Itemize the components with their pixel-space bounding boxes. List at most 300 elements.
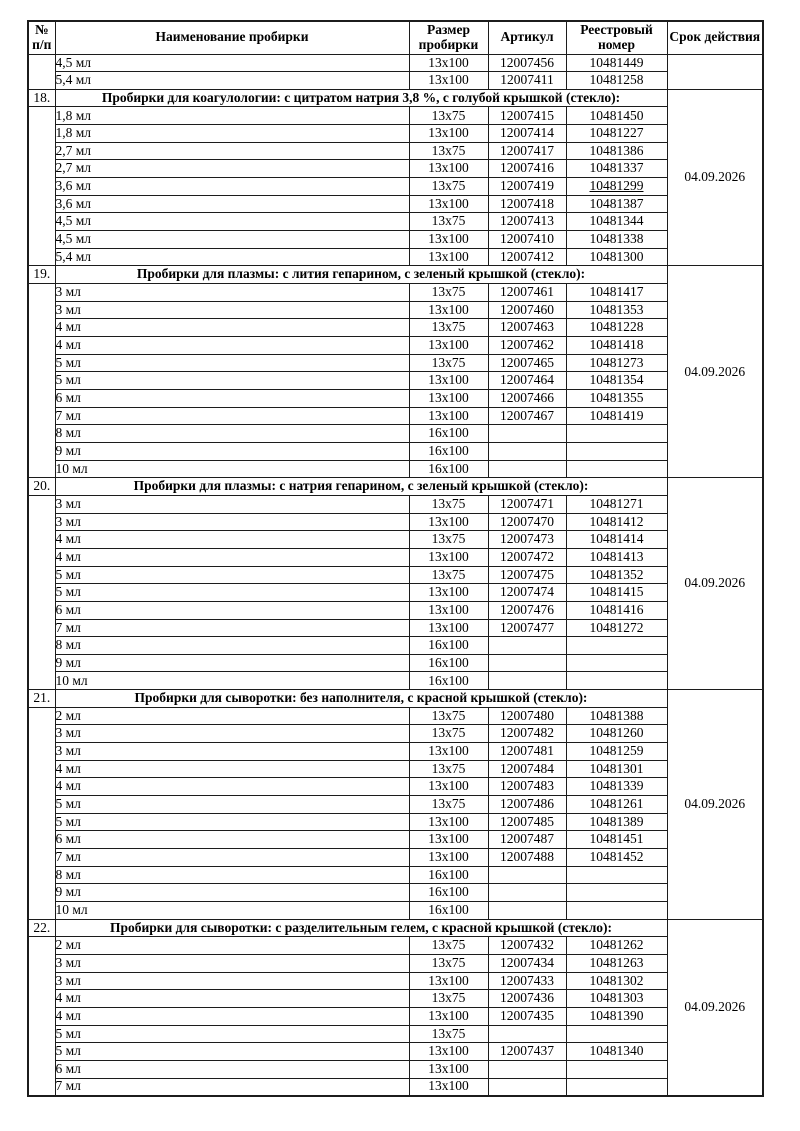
cell-size: 13x100 xyxy=(409,1043,488,1061)
cell-registry: 10481337 xyxy=(566,160,667,178)
cell-size: 13x100 xyxy=(409,548,488,566)
cell-article: 12007436 xyxy=(488,990,566,1008)
cell-article: 12007419 xyxy=(488,178,566,196)
cell-registry: 10481260 xyxy=(566,725,667,743)
cell-name: 10 мл xyxy=(55,902,409,920)
cell-article: 12007461 xyxy=(488,284,566,302)
data-row xyxy=(28,601,763,619)
data-row xyxy=(28,743,763,761)
cell-article: 12007482 xyxy=(488,725,566,743)
cell-name: 1,8 мл xyxy=(55,107,409,125)
section-row xyxy=(28,919,763,937)
cell-article: 12007488 xyxy=(488,849,566,867)
cell-name: 8 мл xyxy=(55,637,409,655)
cell-article: 12007470 xyxy=(488,513,566,531)
cell-article: 12007485 xyxy=(488,813,566,831)
cell-article xyxy=(488,1078,566,1096)
cell-registry: 10481390 xyxy=(566,1007,667,1025)
cell-article: 12007473 xyxy=(488,531,566,549)
cell-name: 3 мл xyxy=(55,495,409,513)
cell-size: 13x75 xyxy=(409,954,488,972)
cell-registry xyxy=(566,672,667,690)
cell-name: 6 мл xyxy=(55,601,409,619)
cell-size: 13x100 xyxy=(409,160,488,178)
data-row xyxy=(28,72,763,90)
data-row xyxy=(28,672,763,690)
cell-name: 4,5 мл xyxy=(55,213,409,231)
data-row xyxy=(28,548,763,566)
cell-size: 16x100 xyxy=(409,460,488,478)
cell-registry: 10481273 xyxy=(566,354,667,372)
validity-cell: 04.09.2026 xyxy=(667,478,763,690)
cell-article: 12007476 xyxy=(488,601,566,619)
validity-cell: 04.09.2026 xyxy=(667,690,763,920)
cell-registry: 10481451 xyxy=(566,831,667,849)
cell-registry: 10481271 xyxy=(566,495,667,513)
cell-registry: 10481300 xyxy=(566,248,667,266)
section-title-cell: Пробирки для плазмы: с натрия гепарином, с зеленый крышкой (стекло): xyxy=(55,478,667,496)
data-row xyxy=(28,460,763,478)
cell-name: 2 мл xyxy=(55,937,409,955)
cell-name: 4 мл xyxy=(55,760,409,778)
cell-size: 13x100 xyxy=(409,1060,488,1078)
cell-name: 3 мл xyxy=(55,513,409,531)
cell-article: 12007477 xyxy=(488,619,566,637)
cell-article: 12007486 xyxy=(488,796,566,814)
data-row xyxy=(28,884,763,902)
cell-name: 5 мл xyxy=(55,372,409,390)
cell-registry: 10481388 xyxy=(566,707,667,725)
data-row xyxy=(28,954,763,972)
data-row xyxy=(28,725,763,743)
cell-size: 13x75 xyxy=(409,725,488,743)
cell-size: 13x100 xyxy=(409,831,488,849)
cell-article: 12007474 xyxy=(488,584,566,602)
cell-article: 12007435 xyxy=(488,1007,566,1025)
cell-number xyxy=(28,937,55,1096)
section-number-cell: 22. xyxy=(28,919,55,937)
cell-article: 12007433 xyxy=(488,972,566,990)
cell-size: 13x100 xyxy=(409,619,488,637)
cell-name: 5 мл xyxy=(55,584,409,602)
cell-name: 3 мл xyxy=(55,725,409,743)
cell-name: 4,5 мл xyxy=(55,231,409,249)
cell-size: 16x100 xyxy=(409,442,488,460)
cell-size: 13x100 xyxy=(409,849,488,867)
cell-size: 16x100 xyxy=(409,866,488,884)
validity-cell: 04.09.2026 xyxy=(667,89,763,266)
cell-article: 12007415 xyxy=(488,107,566,125)
cell-registry: 10481344 xyxy=(566,213,667,231)
data-row xyxy=(28,619,763,637)
header-cell-num: № п/п xyxy=(28,21,55,54)
data-row xyxy=(28,195,763,213)
cell-number xyxy=(28,284,55,478)
validity-cell: 04.09.2026 xyxy=(667,919,763,1096)
cell-name: 5,4 мл xyxy=(55,72,409,90)
cell-registry: 10481415 xyxy=(566,584,667,602)
cell-name: 4 мл xyxy=(55,319,409,337)
data-row xyxy=(28,637,763,655)
cell-name: 4 мл xyxy=(55,531,409,549)
cell-name: 7 мл xyxy=(55,619,409,637)
header-cell-article: Артикул xyxy=(488,21,566,54)
cell-registry xyxy=(566,866,667,884)
data-row xyxy=(28,178,763,196)
cell-registry: 10481419 xyxy=(566,407,667,425)
cell-registry: 10481262 xyxy=(566,937,667,955)
cell-article: 12007466 xyxy=(488,389,566,407)
data-row xyxy=(28,813,763,831)
cell-size: 13x100 xyxy=(409,601,488,619)
data-row xyxy=(28,760,763,778)
cell-size: 16x100 xyxy=(409,672,488,690)
data-row xyxy=(28,584,763,602)
cell-article: 12007410 xyxy=(488,231,566,249)
cell-name: 5 мл xyxy=(55,1025,409,1043)
cell-registry: 10481353 xyxy=(566,301,667,319)
cell-size: 13x75 xyxy=(409,495,488,513)
section-row xyxy=(28,89,763,107)
cell-registry: 10481272 xyxy=(566,619,667,637)
cell-registry xyxy=(566,460,667,478)
cell-registry xyxy=(566,425,667,443)
cell-registry: 10481416 xyxy=(566,601,667,619)
data-row xyxy=(28,319,763,337)
cell-registry: 10481387 xyxy=(566,195,667,213)
cell-size: 13x75 xyxy=(409,796,488,814)
cell-article: 12007480 xyxy=(488,707,566,725)
cell-registry: 10481261 xyxy=(566,796,667,814)
cell-article: 12007464 xyxy=(488,372,566,390)
cell-size: 13x100 xyxy=(409,195,488,213)
data-row xyxy=(28,107,763,125)
cell-registry: 10481228 xyxy=(566,319,667,337)
cell-size: 13x75 xyxy=(409,284,488,302)
cell-size: 16x100 xyxy=(409,654,488,672)
data-row xyxy=(28,796,763,814)
cell-size: 13x75 xyxy=(409,531,488,549)
cell-number xyxy=(28,707,55,919)
cell-name: 6 мл xyxy=(55,1060,409,1078)
cell-name: 5 мл xyxy=(55,796,409,814)
cell-name: 3,6 мл xyxy=(55,195,409,213)
cell-registry: 10481301 xyxy=(566,760,667,778)
cell-registry xyxy=(566,884,667,902)
data-row xyxy=(28,707,763,725)
cell-article xyxy=(488,866,566,884)
data-row xyxy=(28,1043,763,1061)
cell-article xyxy=(488,425,566,443)
data-row xyxy=(28,1060,763,1078)
cell-article: 12007467 xyxy=(488,407,566,425)
cell-name: 7 мл xyxy=(55,407,409,425)
cell-registry: 10481450 xyxy=(566,107,667,125)
header-row xyxy=(28,21,763,54)
cell-registry: 10481263 xyxy=(566,954,667,972)
cell-name: 4 мл xyxy=(55,337,409,355)
cell-name: 4 мл xyxy=(55,778,409,796)
cell-size: 13x100 xyxy=(409,389,488,407)
data-row xyxy=(28,337,763,355)
cell-article: 12007416 xyxy=(488,160,566,178)
cell-size: 13x100 xyxy=(409,584,488,602)
cell-article: 12007471 xyxy=(488,495,566,513)
cell-size: 16x100 xyxy=(409,425,488,443)
cell-registry xyxy=(566,654,667,672)
cell-name: 10 мл xyxy=(55,460,409,478)
cell-registry: 10481413 xyxy=(566,548,667,566)
cell-article: 12007481 xyxy=(488,743,566,761)
data-row xyxy=(28,1007,763,1025)
section-number-cell: 20. xyxy=(28,478,55,496)
cell-article: 12007475 xyxy=(488,566,566,584)
cell-name: 3 мл xyxy=(55,284,409,302)
cell-article: 12007463 xyxy=(488,319,566,337)
data-row xyxy=(28,301,763,319)
data-row xyxy=(28,354,763,372)
cell-size: 13x75 xyxy=(409,178,488,196)
cell-name: 3 мл xyxy=(55,972,409,990)
section-title-cell: Пробирки для плазмы: с лития гепарином, с зеленый крышкой (стекло): xyxy=(55,266,667,284)
cell-article xyxy=(488,460,566,478)
data-row xyxy=(28,866,763,884)
cell-article: 12007456 xyxy=(488,54,566,72)
cell-size: 13x100 xyxy=(409,743,488,761)
data-row xyxy=(28,902,763,920)
cell-size: 13x100 xyxy=(409,372,488,390)
cell-registry: 10481414 xyxy=(566,531,667,549)
cell-registry: 10481339 xyxy=(566,778,667,796)
data-row xyxy=(28,937,763,955)
cell-size: 13x100 xyxy=(409,248,488,266)
header-cell-validity: Срок действия xyxy=(667,21,763,54)
cell-name: 4 мл xyxy=(55,548,409,566)
cell-name: 9 мл xyxy=(55,654,409,672)
cell-article xyxy=(488,884,566,902)
cell-registry: 10481352 xyxy=(566,566,667,584)
header-cell-name: Наименование пробирки xyxy=(55,21,409,54)
cell-name: 5 мл xyxy=(55,354,409,372)
cell-name: 5 мл xyxy=(55,1043,409,1061)
section-number-cell: 18. xyxy=(28,89,55,107)
data-row xyxy=(28,972,763,990)
validity-cell xyxy=(667,54,763,89)
section-row xyxy=(28,690,763,708)
data-row xyxy=(28,442,763,460)
cell-article: 12007434 xyxy=(488,954,566,972)
cell-article xyxy=(488,637,566,655)
cell-registry xyxy=(566,1078,667,1096)
data-row xyxy=(28,831,763,849)
section-row xyxy=(28,478,763,496)
data-row xyxy=(28,778,763,796)
cell-size: 16x100 xyxy=(409,884,488,902)
data-row xyxy=(28,407,763,425)
cell-name: 8 мл xyxy=(55,425,409,443)
section-title-cell: Пробирки для сыворотки: с разделительным гелем, с красной крышкой (стекло): xyxy=(55,919,667,937)
cell-registry: 10481389 xyxy=(566,813,667,831)
cell-name: 3 мл xyxy=(55,301,409,319)
data-row xyxy=(28,248,763,266)
data-row xyxy=(28,513,763,531)
cell-registry: 10481258 xyxy=(566,72,667,90)
cell-article xyxy=(488,1060,566,1078)
cell-registry: 10481259 xyxy=(566,743,667,761)
cell-registry: 10481340 xyxy=(566,1043,667,1061)
cell-name: 2 мл xyxy=(55,707,409,725)
cell-number xyxy=(28,495,55,689)
data-row xyxy=(28,654,763,672)
cell-registry: 10481386 xyxy=(566,142,667,160)
cell-registry: 10481417 xyxy=(566,284,667,302)
cell-size: 13x100 xyxy=(409,513,488,531)
cell-name: 2,7 мл xyxy=(55,160,409,178)
cell-article xyxy=(488,1025,566,1043)
cell-size: 13x75 xyxy=(409,990,488,1008)
cell-registry: 10481452 xyxy=(566,849,667,867)
cell-registry xyxy=(566,442,667,460)
cell-name: 3 мл xyxy=(55,743,409,761)
cell-size: 13x75 xyxy=(409,142,488,160)
cell-article: 12007417 xyxy=(488,142,566,160)
cell-size: 13x75 xyxy=(409,213,488,231)
cell-article: 12007418 xyxy=(488,195,566,213)
cell-size: 13x75 xyxy=(409,319,488,337)
cell-registry: 10481227 xyxy=(566,125,667,143)
cell-size: 13x100 xyxy=(409,72,488,90)
cell-article: 12007487 xyxy=(488,831,566,849)
cell-registry: 10481354 xyxy=(566,372,667,390)
cell-name: 4 мл xyxy=(55,990,409,1008)
cell-registry: 10481303 xyxy=(566,990,667,1008)
section-title-cell: Пробирки для сыворотки: без наполнителя, с красной крышкой (стекло): xyxy=(55,690,667,708)
cell-size: 13x100 xyxy=(409,1007,488,1025)
cell-name: 4 мл xyxy=(55,1007,409,1025)
tube-registry-table xyxy=(27,20,764,1097)
cell-name: 8 мл xyxy=(55,866,409,884)
data-row xyxy=(28,1025,763,1043)
cell-size: 13x75 xyxy=(409,707,488,725)
data-row xyxy=(28,213,763,231)
cell-registry xyxy=(566,637,667,655)
cell-size: 13x75 xyxy=(409,1025,488,1043)
cell-name: 6 мл xyxy=(55,831,409,849)
data-row xyxy=(28,495,763,513)
cell-size: 13x100 xyxy=(409,125,488,143)
cell-article: 12007472 xyxy=(488,548,566,566)
cell-size: 13x100 xyxy=(409,778,488,796)
data-row xyxy=(28,125,763,143)
cell-article xyxy=(488,672,566,690)
data-row xyxy=(28,531,763,549)
cell-registry xyxy=(566,1025,667,1043)
cell-article: 12007465 xyxy=(488,354,566,372)
cell-size: 13x100 xyxy=(409,407,488,425)
cell-name: 7 мл xyxy=(55,1078,409,1096)
cell-article: 12007483 xyxy=(488,778,566,796)
cell-name: 1,8 мл xyxy=(55,125,409,143)
cell-name: 9 мл xyxy=(55,884,409,902)
data-row xyxy=(28,425,763,443)
cell-article xyxy=(488,442,566,460)
cell-article: 12007484 xyxy=(488,760,566,778)
cell-name: 4,5 мл xyxy=(55,54,409,72)
cell-size: 13x75 xyxy=(409,566,488,584)
cell-article: 12007413 xyxy=(488,213,566,231)
cell-article: 12007414 xyxy=(488,125,566,143)
cell-registry: 10481412 xyxy=(566,513,667,531)
cell-article: 12007411 xyxy=(488,72,566,90)
cell-registry: 10481418 xyxy=(566,337,667,355)
cell-article: 12007437 xyxy=(488,1043,566,1061)
data-row xyxy=(28,990,763,1008)
cell-registry xyxy=(566,1060,667,1078)
cell-article xyxy=(488,902,566,920)
cell-article: 12007412 xyxy=(488,248,566,266)
section-number-cell: 19. xyxy=(28,266,55,284)
cell-size: 13x75 xyxy=(409,107,488,125)
cell-number xyxy=(28,54,55,89)
cell-number xyxy=(28,107,55,266)
cell-registry xyxy=(566,902,667,920)
cell-name: 3,6 мл xyxy=(55,178,409,196)
cell-size: 13x75 xyxy=(409,760,488,778)
cell-size: 13x100 xyxy=(409,972,488,990)
cell-article: 12007462 xyxy=(488,337,566,355)
cell-name: 5,4 мл xyxy=(55,248,409,266)
cell-size: 16x100 xyxy=(409,637,488,655)
cell-registry: 10481355 xyxy=(566,389,667,407)
data-row xyxy=(28,231,763,249)
data-row xyxy=(28,566,763,584)
cell-size: 16x100 xyxy=(409,902,488,920)
cell-size: 13x100 xyxy=(409,231,488,249)
cell-name: 7 мл xyxy=(55,849,409,867)
data-row xyxy=(28,849,763,867)
cell-article xyxy=(488,654,566,672)
data-row xyxy=(28,389,763,407)
cell-name: 10 мл xyxy=(55,672,409,690)
header-cell-registry: Реестровый номер xyxy=(566,21,667,54)
section-row xyxy=(28,266,763,284)
cell-article: 12007432 xyxy=(488,937,566,955)
cell-size: 13x100 xyxy=(409,301,488,319)
cell-size: 13x100 xyxy=(409,813,488,831)
cell-name: 3 мл xyxy=(55,954,409,972)
cell-size: 13x100 xyxy=(409,1078,488,1096)
data-row xyxy=(28,284,763,302)
cell-registry: 10481449 xyxy=(566,54,667,72)
section-number-cell: 21. xyxy=(28,690,55,708)
cell-name: 5 мл xyxy=(55,566,409,584)
validity-cell: 04.09.2026 xyxy=(667,266,763,478)
cell-size: 13x75 xyxy=(409,354,488,372)
cell-article: 12007460 xyxy=(488,301,566,319)
cell-name: 9 мл xyxy=(55,442,409,460)
cell-size: 13x75 xyxy=(409,937,488,955)
cell-name: 5 мл xyxy=(55,813,409,831)
cell-size: 13x100 xyxy=(409,54,488,72)
cell-name: 6 мл xyxy=(55,389,409,407)
data-row xyxy=(28,372,763,390)
data-row xyxy=(28,1078,763,1096)
section-title-cell: Пробирки для коагулологии: с цитратом натрия 3,8 %, с голубой крышкой (стекло): xyxy=(55,89,667,107)
cell-registry: 10481299 xyxy=(566,178,667,196)
header-cell-size: Размер пробирки xyxy=(409,21,488,54)
data-row xyxy=(28,160,763,178)
data-row xyxy=(28,142,763,160)
